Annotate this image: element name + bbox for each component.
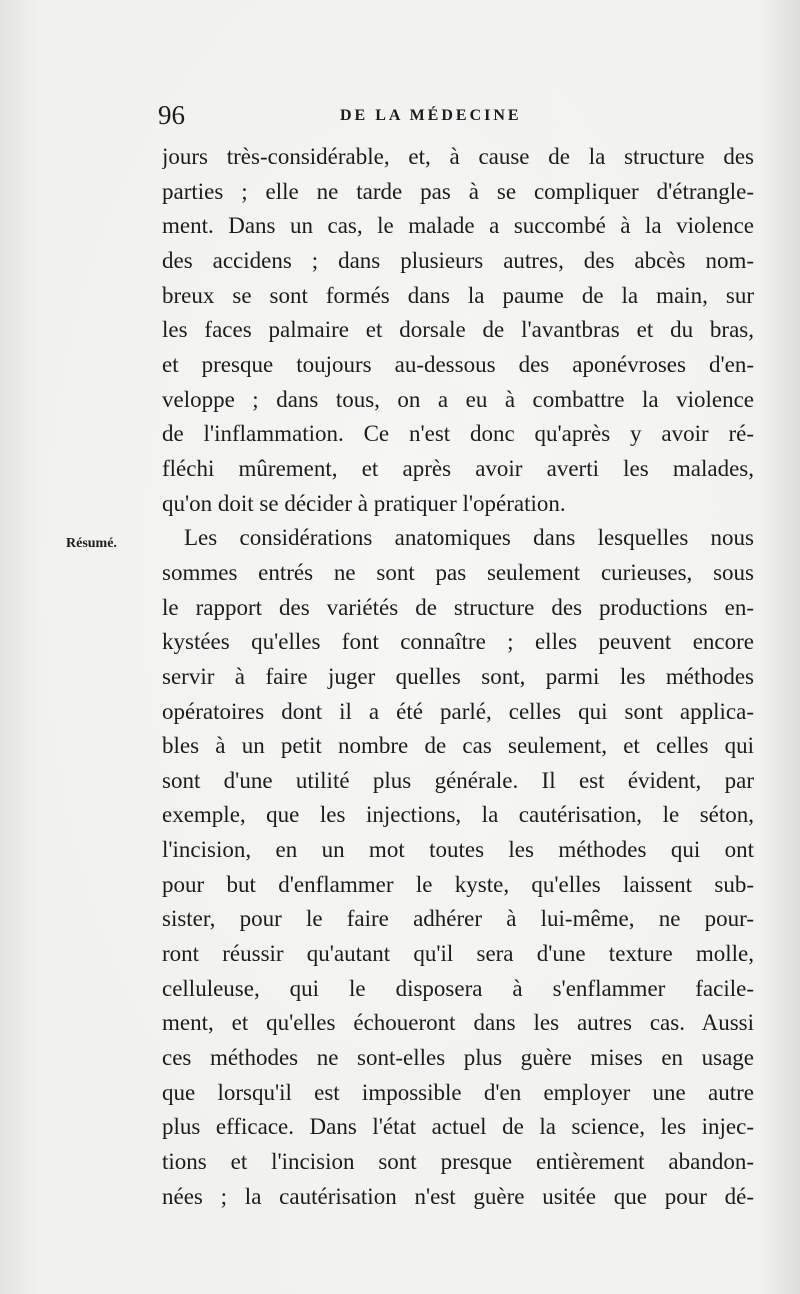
text-line: de l'inflammation. Ce n'est donc qu'après y avoir ré- xyxy=(162,421,754,447)
text-line: sommes entrés ne sont pas seulement curieuses, sous xyxy=(162,559,754,585)
running-head: DE LA MÉDECINE xyxy=(340,107,522,124)
text-line: ment. Dans un cas, le malade a succombé à la violence xyxy=(162,213,754,239)
text-line: breux se sont formés dans la paume de la main, sur xyxy=(162,282,754,308)
body-text xyxy=(162,140,754,1214)
text-line: ront réussir qu'autant qu'il sera d'une texture molle, xyxy=(162,941,754,967)
text-line: sister, pour le faire adhérer à lui-même, ne pour- xyxy=(162,906,754,932)
page-number: 96 xyxy=(158,100,185,130)
text-line: qu'on doit se décider à pratiquer l'opération. xyxy=(162,490,566,516)
text-line: ces méthodes ne sont-elles plus guère mises en usage xyxy=(162,1045,754,1071)
text-line: l'incision, en un mot toutes les méthodes qui ont xyxy=(162,837,754,863)
text-line: plus efficace. Dans l'état actuel de la science, les injec- xyxy=(162,1114,754,1140)
text-line: kystées qu'elles font connaître ; elles peuvent encore xyxy=(162,629,754,655)
text-line: bles à un petit nombre de cas seulement, et celles qui xyxy=(162,733,754,759)
text-line: les faces palmaire et dorsale de l'avantbras et du bras, xyxy=(162,317,754,343)
text-line: Les considérations anatomiques dans lesquelles nous xyxy=(184,525,754,551)
text-line: que lorsqu'il est impossible d'en employer une autre xyxy=(162,1079,754,1105)
text-line: servir à faire juger quelles sont, parmi les méthodes xyxy=(162,663,754,689)
margin-note: Résumé. xyxy=(66,536,117,551)
text-line: veloppe ; dans tous, on a eu à combattre la violence xyxy=(162,386,754,412)
text-line: parties ; elle ne tarde pas à se compliquer d'étrangle- xyxy=(162,178,754,204)
text-line: jours très-considérable, et, à cause de la structure des xyxy=(162,144,754,169)
text-line: sont d'une utilité plus générale. Il est évident, par xyxy=(162,767,754,793)
text-line: des accidens ; dans plusieurs autres, des abcès nom- xyxy=(162,247,754,273)
text-line: pour but d'enflammer le kyste, qu'elles laissent sub- xyxy=(162,871,754,897)
text-line: opératoires dont il a été parlé, celles qui sont applica- xyxy=(162,698,754,724)
text-line: le rapport des variétés de structure des productions en- xyxy=(162,594,754,620)
text-line: exemple, que les injections, la cautérisation, le séton, xyxy=(162,802,754,828)
text-line: tions et l'incision sont presque entièrement abandon- xyxy=(162,1149,754,1175)
text-line: celluleuse, qui le disposera à s'enflammer facile- xyxy=(162,975,754,1001)
text-line: fléchi mûrement, et après avoir averti les malades, xyxy=(162,455,754,481)
text-line: ment, et qu'elles échoueront dans les autres cas. Aussi xyxy=(162,1010,754,1036)
text-line: et presque toujours au-dessous des aponévroses d'en- xyxy=(162,351,754,377)
page-header xyxy=(158,100,758,136)
text-line: nées ; la cautérisation n'est guère usitée que pour dé- xyxy=(162,1183,754,1209)
